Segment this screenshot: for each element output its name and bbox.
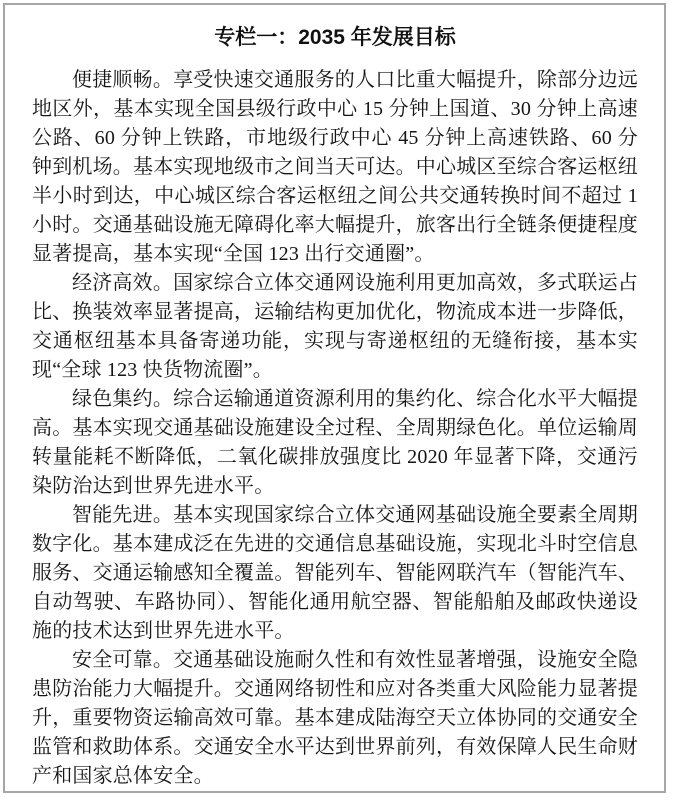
paragraph-convenient-smooth: 便捷顺畅。享受快速交通服务的人口比重大幅提升，除部分边远地区外，基本实现全国县级行政中心 15 分钟上国道、30 分钟上高速公路、60 分钟上铁路，市地级行政中心 45 分钟上高速铁路、60 分钟到机场。基本实现地级市之间当天可达。中心城区至综合客运枢纽半小时到达，中心城区综合客运枢纽之间公共交通转换时间不超过 1 小时。交通基础设施无障碍化率大幅提升，旅客出行全链条便捷程度显著提高，基本实现“全国 123 出行交通圈”。 [32,69,638,265]
paragraph-green-intensive: 绿色集约。综合运输通道资源利用的集约化、综合化水平大幅提高。基本实现交通基础设施建设全过程、全周期绿色化。单位运输周转量能耗不断降低，二氧化碳排放强度比 2020 年显著下降，交通污染防治达到世界先进水平。 [32,388,638,497]
column-box [3,3,666,793]
paragraph-intelligent-advanced: 智能先进。基本实现国家综合立体交通网基础设施全要素全周期数字化。基本建成泛在先进的交通信息基础设施，实现北斗时空信息服务、交通运输感知全覆盖。智能列车、智能网联汽车（智能汽车、自动驾驶、车路协同）、智能化通用航空器、智能船舶及邮政快递设施的技术达到世界先进水平。 [32,504,638,642]
paragraph-safe-reliable: 安全可靠。交通基础设施耐久性和有效性显著增强，设施安全隐患防治能力大幅提升。交通网络韧性和应对各类重大风险能力显著提升，重要物资运输高效可靠。基本建成陆海空天立体协同的交通安全监管和救助体系。交通安全水平达到世界前列，有效保障人民生命财产和国家总体安全。 [32,649,638,787]
paragraph-economic-efficient: 经济高效。国家综合立体交通网设施利用更加高效，多式联运占比、换装效率显著提高，运输结构更加优化，物流成本进一步降低，交通枢纽基本具备寄递功能，实现与寄递枢纽的无缝衔接，基本实现“全球 123 快货物流圈”。 [32,272,638,381]
box-title: 专栏一：2035 年发展目标 [214,26,456,49]
